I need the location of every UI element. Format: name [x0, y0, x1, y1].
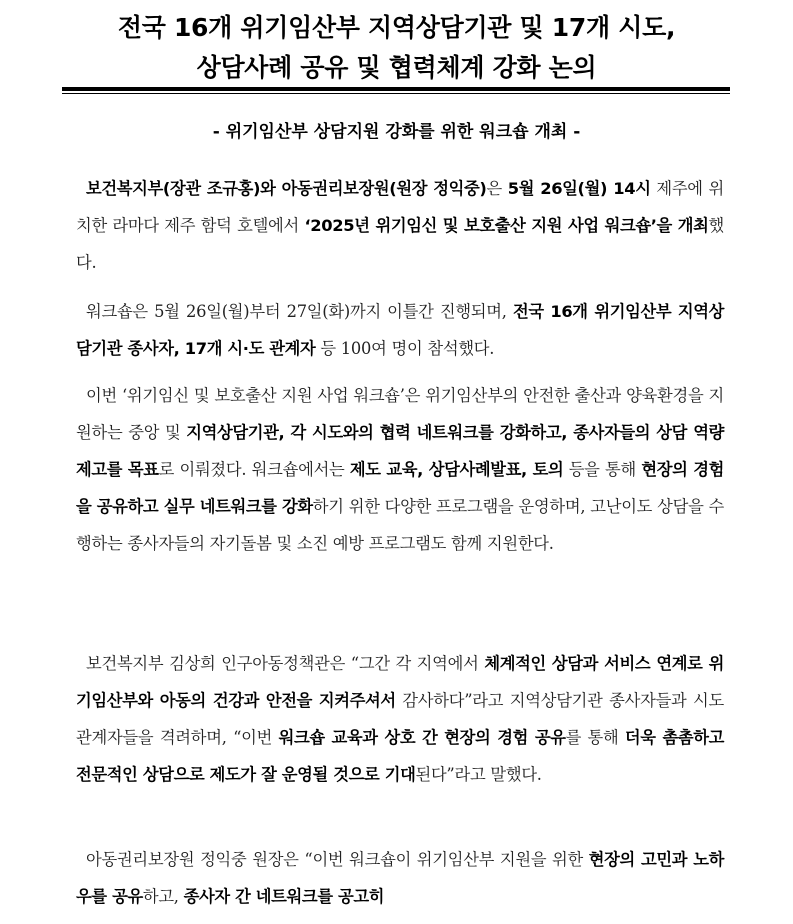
subheadline: - 위기임산부 상담지원 강화를 위한 워크숍 개최 - [212, 122, 581, 142]
body-text: 보건복지부 김상희 인구아동정책관은 “그간 각 지역에서 [86, 654, 485, 673]
body-text: 된다”라고 말했다. [415, 765, 542, 784]
emphasis-text: 체계적인 상담과 서비스 연계로 위기임산부와 아동의 건강과 안전을 지켜주셔서 [76, 654, 724, 710]
body-text: 감사하다”라고 지역상담기관 종사자들과 시도 관계자들을 격려하며, “이번 [76, 691, 724, 747]
paragraph-event-overview [76, 170, 724, 281]
emphasis-text: 제도 교육, 상담사례발표, 토의 [349, 460, 564, 479]
emphasis-text: 지역상담기관, 각 시도와의 협력 네트워크를 강화하고, 종사자들의 상담 역량 제고를 목표 [76, 423, 724, 479]
emphasis-text: 현장의 고민과 노하우를 공유 [76, 850, 724, 906]
body-text: 이번 ‘위기임신 및 보호출산 지원 사업 워크숍’은 위기임산부의 안전한 출산과 양육환경을 지원하는 중앙 및 [76, 386, 724, 442]
paragraph-ministry-quote [76, 645, 724, 793]
emphasis-text: 전국 16개 위기임산부 지역상담기관 종사자, 17개 시·도 관계자 [76, 302, 724, 358]
emphasis-text: 워크숍 교육과 상호 간 현장의 경험 공유 [278, 728, 566, 747]
emphasis-text: 종사자 간 네트워크를 공고히 [183, 887, 385, 906]
body-text: 하기 위한 다양한 프로그램을 운영하며, 고난이도 상담을 수행하는 종사자들의 자기돌봄 및 소진 예방 프로그램도 함께 지원한다. [76, 497, 725, 553]
headline-line-2: 상담사례 공유 및 협력체계 강화 논의 [196, 53, 597, 82]
body-text: 은 [486, 179, 508, 198]
body-text: 를 통해 [565, 728, 625, 747]
paragraph-director-quote [76, 841, 724, 915]
body-text: 했다. [76, 216, 724, 272]
body-text: 등 100여 명이 참석했다. [315, 339, 495, 358]
emphasis-text: 더욱 촘촘하고 전문적인 상담으로 제도가 잘 운영될 것으로 기대 [76, 728, 724, 784]
body-text: 로 이뤄졌다. 워크숍에서는 [158, 460, 350, 479]
headline-line-1: 전국 16개 위기임산부 지역상담기관 및 17개 시도, [117, 13, 676, 42]
body-text: 등을 통해 [563, 460, 642, 479]
paragraph-workshop-goals [76, 377, 724, 562]
body-text: 제주에 위치한 라마다 제주 함덕 호텔에서 [76, 179, 725, 235]
emphasis-text: ‘2025년 위기임신 및 보호출산 지원 사업 워크숍’을 개최 [304, 216, 709, 235]
emphasis-text: 보건복지부(장관 조규홍)와 아동권리보장원(원장 정익중) [86, 179, 487, 198]
body-text: 하고, [142, 887, 184, 906]
headline-divider-thick [62, 87, 730, 91]
emphasis-text: 현장의 경험을 공유하고 실무 네트워크를 강화 [76, 460, 724, 516]
paragraph-attendees [76, 293, 724, 367]
body-text: 워크숍은 5월 26일(월)부터 27일(화)까지 이틀간 진행되며, [86, 302, 513, 321]
headline-divider-thin [62, 93, 730, 94]
body-text: 아동권리보장원 정익중 원장은 “이번 워크숍이 위기임산부 지원을 위한 [86, 850, 589, 869]
emphasis-text: 5월 26일(월) 14시 [507, 179, 651, 198]
